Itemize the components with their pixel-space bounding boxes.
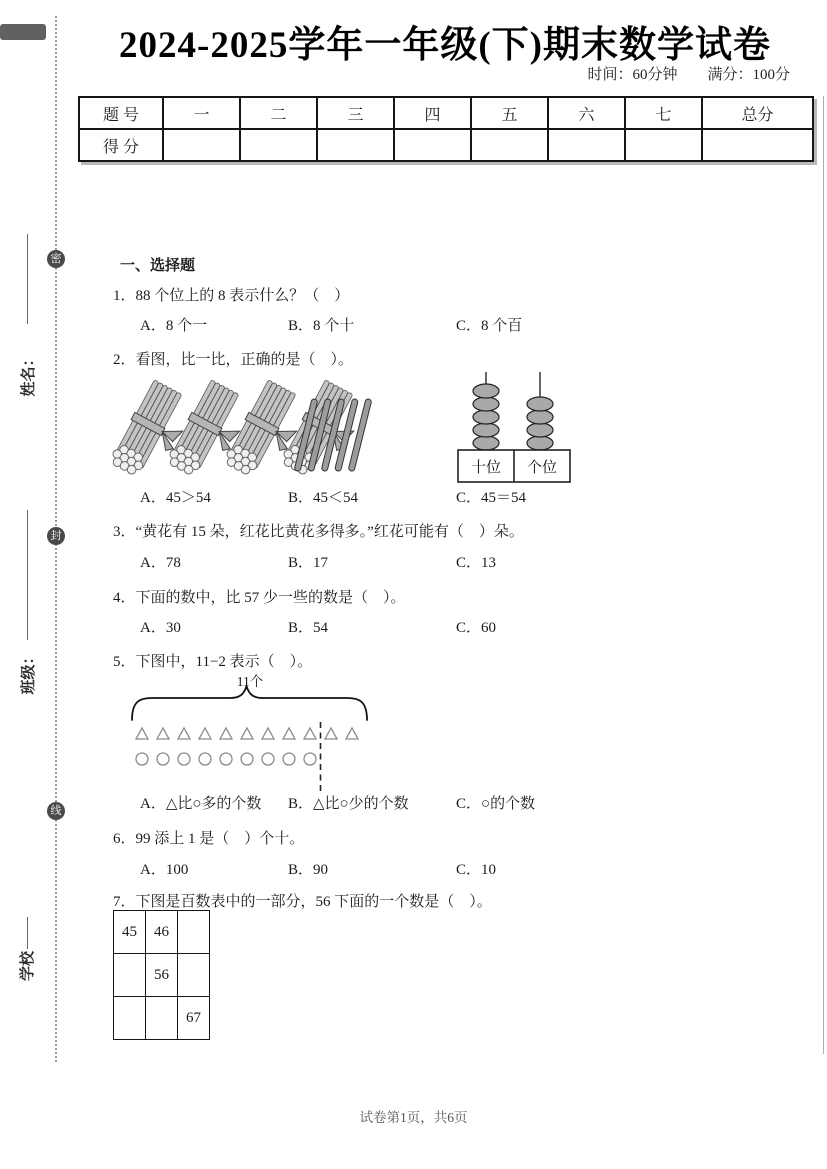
circle-shape <box>283 753 295 765</box>
score-header-cell: 题 号 <box>79 97 163 129</box>
score-empty-cell <box>702 129 813 161</box>
score-header-cell: 六 <box>548 97 625 129</box>
option-b: B．90 <box>288 862 329 878</box>
page-footer: 试卷第1页，共6页 <box>359 1110 468 1125</box>
brace-figure-svg <box>125 670 390 798</box>
seal-badge-mi: 密 <box>47 250 65 268</box>
option-b: B．45＜54 <box>288 490 359 506</box>
hundred-chart-cell: 67 <box>178 997 210 1040</box>
abacus-beads <box>473 384 553 450</box>
hundred-chart <box>113 910 210 1040</box>
question-6-options <box>0 858 827 876</box>
name-blank-line <box>27 234 28 324</box>
exam-title: 2024-2025学年一年级(下)期末数学试卷 <box>119 25 771 66</box>
abacus-figure <box>448 368 580 493</box>
brace-figure <box>125 670 390 798</box>
exam-meta: 时间：60分钟 满分：100分 <box>587 67 790 83</box>
tens-place-label: 十位 <box>470 460 502 476</box>
option-a: A．78 <box>140 555 181 571</box>
option-a: A．8 个一 <box>140 318 208 334</box>
question-2-text: 2．看图，比一比，正确的是（ ）。 <box>113 352 354 368</box>
question-4-options <box>0 616 827 634</box>
score-label-cell: 得 分 <box>79 129 163 161</box>
triangle-shape <box>157 728 169 739</box>
option-c: C．10 <box>456 862 497 878</box>
option-a: A．△比○多的个数 <box>140 796 262 812</box>
triangle-shape <box>283 728 295 739</box>
option-c: C．45＝54 <box>456 490 527 506</box>
curly-brace <box>132 686 367 720</box>
circle-shape <box>178 753 190 765</box>
score-header-cell: 五 <box>471 97 548 129</box>
circle-shape <box>262 753 274 765</box>
option-c: C．60 <box>456 620 497 636</box>
seal-badge-feng: 封 <box>47 527 65 545</box>
question-2-options <box>0 486 827 504</box>
circle-shape <box>304 753 316 765</box>
score-empty-cell <box>394 129 471 161</box>
triangle-shape <box>241 728 253 739</box>
ones-place-label: 个位 <box>526 460 558 476</box>
sticks-figure-svg <box>110 368 380 483</box>
score-header-cell: 一 <box>163 97 240 129</box>
circle-shape <box>136 753 148 765</box>
triangle-shape <box>346 728 358 739</box>
circle-shape <box>157 753 169 765</box>
option-a: A．30 <box>140 620 181 636</box>
triangle-circle-rows <box>136 722 358 792</box>
question-7-text: 7．下图是百数表中的一部分，56 下面的一个数是（ ）。 <box>113 894 492 910</box>
triangle-shape <box>178 728 190 739</box>
circle-shape <box>220 753 232 765</box>
circle-shape <box>241 753 253 765</box>
triangle-shape <box>199 728 211 739</box>
sticks-figure <box>110 368 380 488</box>
abacus-svg <box>448 368 580 488</box>
triangle-shape <box>325 728 337 739</box>
question-3-options <box>0 551 827 569</box>
class-label: 班级： <box>20 649 37 695</box>
score-empty-cell <box>625 129 702 161</box>
score-empty-cell <box>163 129 240 161</box>
score-header-cell: 七 <box>625 97 702 129</box>
triangle-shape <box>220 728 232 739</box>
hundred-chart-cell <box>114 954 146 997</box>
hundred-chart-cell <box>178 911 210 954</box>
triangle-shape <box>262 728 274 739</box>
score-empty-cell <box>471 129 548 161</box>
score-empty-cell <box>240 129 317 161</box>
option-b: B．8 个十 <box>288 318 355 334</box>
option-b: B．△比○少的个数 <box>288 796 409 812</box>
option-a: A．100 <box>140 862 189 878</box>
question-5-options <box>0 792 827 810</box>
seal-badge-xian: 线 <box>47 802 65 820</box>
question-3-text: 3．“黄花有 15 朵，红花比黄花多得多。”红花可能有（ ）朵。 <box>113 524 524 540</box>
question-4-text: 4．下面的数中，比 57 少一些的数是（ ）。 <box>113 590 406 606</box>
scan-smudge <box>0 24 46 40</box>
score-header-cell: 四 <box>394 97 471 129</box>
option-c: C．○的个数 <box>456 796 536 812</box>
score-table <box>78 96 814 162</box>
hundred-chart-cell <box>146 997 178 1040</box>
triangle-shape <box>136 728 148 739</box>
question-1-options <box>0 314 827 332</box>
score-header-cell: 总分 <box>702 97 813 129</box>
school-label: 学校 <box>19 951 36 982</box>
question-6-text: 6．99 添上 1 是（ ）个十。 <box>113 831 305 847</box>
score-header-cell: 二 <box>240 97 317 129</box>
option-c: C．13 <box>456 555 497 571</box>
hundred-chart-cell <box>114 997 146 1040</box>
question-1-text: 1．88 个位上的 8 表示什么？（ ） <box>113 288 350 304</box>
score-empty-cell <box>548 129 625 161</box>
circle-shape <box>199 753 211 765</box>
score-table-score-row <box>79 129 813 161</box>
score-table-header-row <box>79 97 813 129</box>
name-label: 姓名： <box>20 351 37 397</box>
score-header-cell: 三 <box>317 97 394 129</box>
hundred-chart-cell: 56 <box>146 954 178 997</box>
option-c: C．8 个百 <box>456 318 523 334</box>
option-b: B．17 <box>288 555 329 571</box>
brace-count-label: 11个 <box>236 674 264 689</box>
hundred-chart-cell <box>178 954 210 997</box>
page-edge-line <box>823 96 824 1054</box>
option-a: A．45＞54 <box>140 490 211 506</box>
section-title: 一、选择题 <box>120 258 196 274</box>
option-b: B．54 <box>288 620 329 636</box>
score-empty-cell <box>317 129 394 161</box>
hundred-chart-cell: 45 <box>114 911 146 954</box>
question-5-text: 5．下图中，11−2 表示（ ）。 <box>113 654 313 670</box>
triangle-shape <box>304 728 316 739</box>
hundred-chart-cell: 46 <box>146 911 178 954</box>
